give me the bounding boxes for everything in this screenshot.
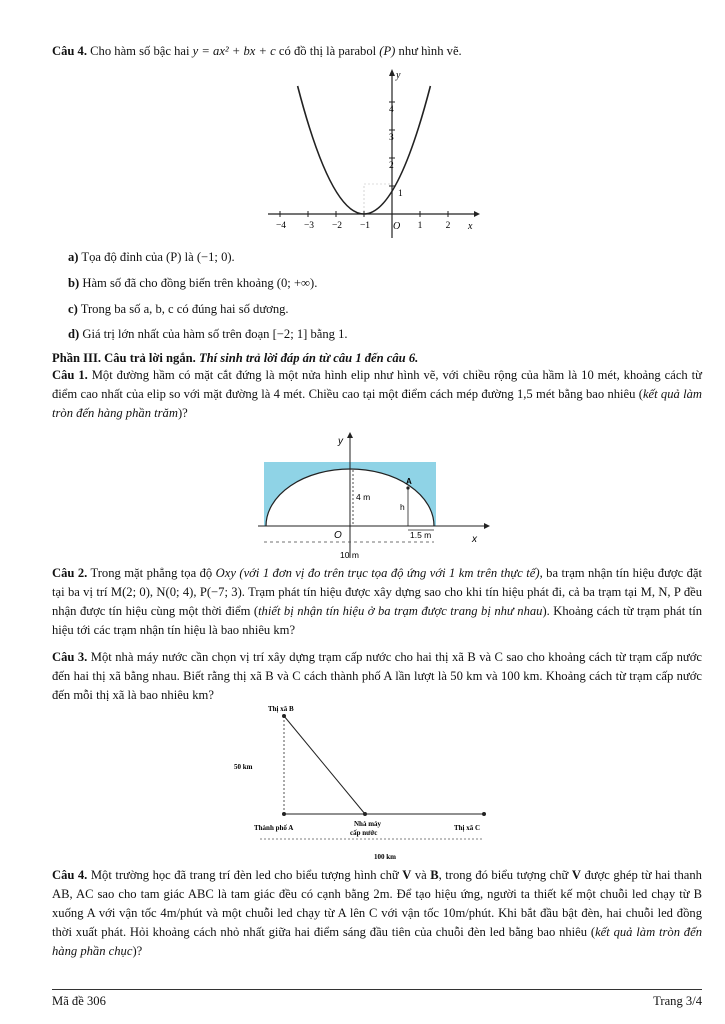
city-a-label: Thành phố A (254, 824, 294, 832)
option-c: c) Trong ba số a, b, c có đúng hai số dương. (68, 302, 289, 316)
q4-label: Câu 4. (52, 44, 87, 58)
town-c-label: Thị xã C (454, 824, 481, 832)
x-tick: −4 (275, 221, 287, 231)
plant-label-2: cấp nước (350, 829, 378, 837)
option-d: d) Giá trị lớn nhất của hàm số trên đoạn [−2; 1] bằng 1. (68, 327, 348, 341)
q4-statement: Câu 4. Cho hàm số bậc hai y = ax² + bx + c có đồ thị là parabol (P) như hình vẽ. (52, 44, 462, 58)
water-plant-figure (232, 702, 502, 864)
x-axis-label: x (468, 221, 473, 232)
part3-heading: Phần III. Câu trả lời ngắn. Thí sinh trả lời đáp án từ câu 1 đến câu 6. (52, 351, 419, 365)
tunnel-origin: O (334, 530, 342, 541)
x-tick: −2 (331, 221, 343, 231)
p3-question-1: Câu 1. Một đường hầm có mặt cắt đứng là một nửa hình elip như hình vẽ, với chiều rộng của hầm là 10 mét, khoảng cách từ điểm cao nhất của elip so với mặt đường là 4 mét. Chiều cao tại một điểm cách mép đường 1,5 mét bằng bao nhiêu (kết quả làm tròn đến hàng phần trăm)? (52, 368, 702, 420)
tunnel-width: 10 m (340, 550, 359, 560)
plant-label-1: Nhà máy (354, 820, 382, 828)
footer (52, 994, 702, 1009)
q4-formula: y = ax² + bx + c (192, 44, 276, 58)
tunnel-h: h (400, 502, 405, 512)
tunnel-height: 4 m (356, 492, 371, 502)
parabola-graph (262, 66, 482, 242)
y-tick: 2 (389, 161, 394, 171)
tunnel-edge: 1.5 m (410, 530, 432, 540)
exam-code: Mã đề 306 (52, 994, 106, 1008)
x-tick: −1 (359, 221, 371, 231)
y-tick: 1 (398, 189, 403, 199)
origin-label: O (393, 221, 401, 232)
tunnel-point-a: A (406, 477, 412, 486)
y-tick: 4 (389, 105, 394, 115)
town-b-label: Thị xã B (268, 705, 294, 713)
y-axis-label: y (396, 70, 401, 81)
x-tick: 2 (445, 221, 451, 231)
y-tick: 3 (389, 133, 394, 143)
p3-question-2: Câu 2. Trong mặt phẳng tọa độ Oxy (với 1 đơn vị đo trên trục tọa độ ứng với 1 km trên thực tế), ba trạm nhận tín hiệu được đặt tại ba vị trí M(2; 0), N(0; 4), P(−7; 3). Trạm phát tín hiệu được xây dựng sao cho khi tín hiệu phát đi, cả ba trạm tại M, N, P đều nhận được tín hiệu cùng một thời điểm (thiết bị nhận tín hiệu ở ba trạm được trang bị như nhau). Khoảng cách từ trạm phát tín hiệu tới các trạm nhận tín hiệu là bao nhiêu km? (52, 566, 702, 637)
tunnel-y-label: y (338, 436, 343, 447)
footer-divider (52, 989, 702, 990)
tunnel-figure (258, 430, 492, 564)
x-tick: 1 (417, 221, 423, 231)
dist-50-label: 50 km (234, 763, 253, 771)
page-number: Trang 3/4 (653, 994, 702, 1008)
option-a: a) Tọa độ đỉnh của (P) là (−1; 0). (68, 250, 235, 264)
p3-question-4: Câu 4. Một trường học đã trang trí đèn led cho biểu tượng hình chữ V và B, trong đó biểu tượng chữ V được ghép từ hai thanh AB, AC sao cho tam giác ABC là tam giác đều có cạnh bằng 2m. Để tạo hiệu ứng, người ta thiết kế một chuỗi led chạy từ B xuống A với vận tốc 4m/phút và một chuỗi led chạy từ A lên C với vận tốc 10m/phút. Khi bắt đầu bật đèn, hai chuỗi led đồng thời xuất phát. Hỏi khoảng cách nhỏ nhất giữa hai điểm sáng đầu tiên của chuỗi đèn led bằng bao nhiêu (kết quả làm tròn đến hàng phần chục)? (52, 868, 702, 958)
x-tick: −3 (303, 221, 315, 231)
p3-question-3: Câu 3. Một nhà máy nước cần chọn vị trí xây dựng trạm cấp nước cho hai thị xã B và C sao cho khoảng cách từ trạm cấp nước đến hai thị xã bằng nhau. Biết rằng thị xã B và C cách thành phố A lần lượt là 50 km và 100 km. Khoảng cách từ trạm cấp nước đến mỗi thị xã là bao nhiêu km? (52, 650, 702, 702)
option-b: b) Hàm số đã cho đồng biến trên khoảng (0; +∞). (68, 276, 318, 290)
dist-100-label: 100 km (374, 853, 396, 861)
tunnel-x-label: x (472, 534, 477, 545)
